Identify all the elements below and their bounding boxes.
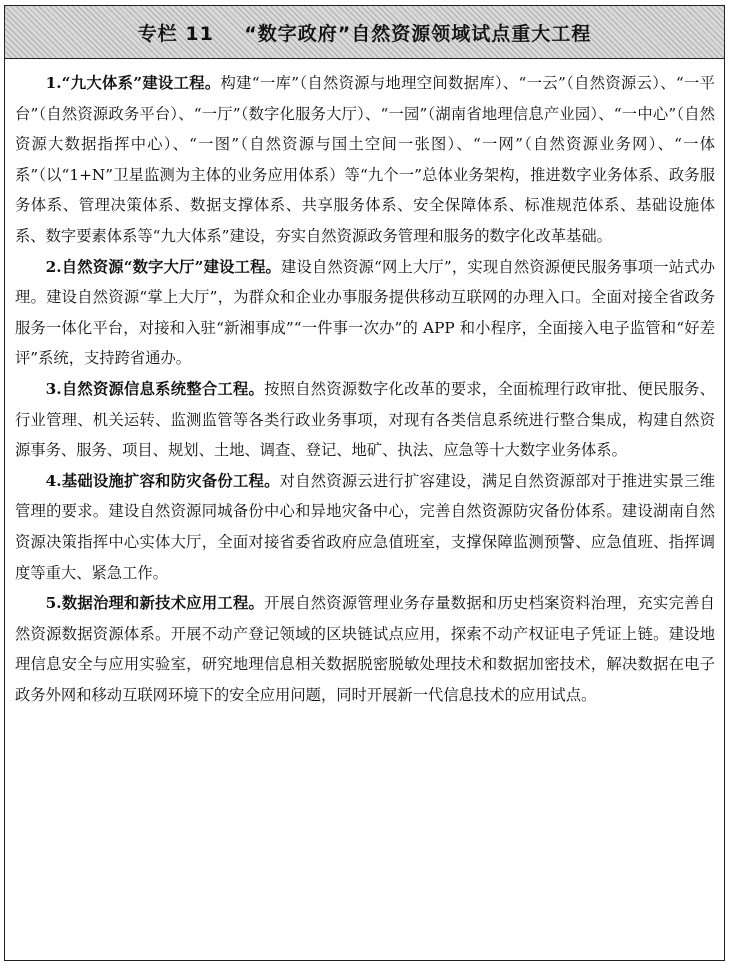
- paragraph-title: 5.数据治理和新技术应用工程。: [45, 594, 265, 613]
- paragraph-1: [15, 68, 715, 252]
- box-header: [5, 6, 724, 59]
- paragraph-body: 开展自然资源管理业务存量数据和历史档案资料治理，充实完善自然资源数据资源体系。开展不动产登记领域的区块链试点应用，探索不动产权证电子凭证上链。建设地理信息安全与应用实验室，研究地理信息相关数据脱密脱敏处理技术和数据加密技术，解决数据在电子政务外网和移动互联网环境下的安全应用问题，同时开展新一代信息技术的应用试点。: [15, 594, 715, 704]
- box-content: [15, 68, 715, 952]
- paragraph-3: [15, 374, 715, 466]
- paragraph-4: [15, 466, 715, 588]
- paragraph-title: 4.基础设施扩容和防灾备份工程。: [45, 471, 280, 490]
- paragraph-title: 1.“九大体系”建设工程。: [45, 74, 221, 92]
- paragraph-2: [15, 252, 715, 374]
- box-title: 专栏 11 “数字政府”自然资源领域试点重大工程: [137, 22, 592, 45]
- paragraph-title: 3.自然资源信息系统整合工程。: [45, 379, 265, 398]
- paragraph-title: 2.自然资源“数字大厅”建设工程。: [45, 257, 282, 276]
- paragraph-body: 按照自然资源数字化改革的要求，全面梳理行政审批、便民服务、行业管理、机关运转、监测监管等各类行政业务事项，对现有各类信息系统进行整合集成，构建自然资源事务、服务、项目、规划、土地、调查、登记、地矿、执法、应急等十大数字业务体系。: [15, 379, 715, 460]
- feature-box: [4, 5, 725, 961]
- paragraph-body: 构建“一库”（自然资源与地理空间数据库）、“一云”（自然资源云）、“一平台”（自然资源政务平台）、“一厅”（数字化服务大厅）、“一园”（湖南省地理信息产业园）、“一中心”（自然资源大数据指挥中心）、“一图”（自然资源与国土空间一张图）、“一网”（自然资源业务网）、“一体系”（以“1+N”卫星监测为主体的业务应用体系）等“九个一”总体业务架构，推进数字业务体系、政务服务体系、管理决策体系、数据支撑体系、共享服务体系、安全保障体系、标准规范体系、基础设施体系、数字要素体系等“九大体系”建设，夯实自然资源政务管理和服务的数字化改革基础。: [15, 74, 715, 245]
- paragraph-body: 对自然资源云进行扩容建设，满足自然资源部对于推进实景三维管理的要求。建设自然资源同城备份中心和异地灾备中心，完善自然资源防灾备份体系。建设湖南自然资源决策指挥中心实体大厅，全面对接省委省政府应急值班室，支撑保障监测预警、应急值班、指挥调度等重大、紧急工作。: [15, 471, 715, 582]
- paragraph-5: [15, 588, 715, 710]
- paragraph-body: 建设自然资源“网上大厅”，实现自然资源便民服务事项一站式办理。建设自然资源“掌上大厅”，为群众和企业办事服务提供移动互联网的办理入口。全面对接全省政务服务一体化平台，对接和入驻“新湘事成”“一件事一次办”的 APP 和小程序，全面接入电子监管和“好差评”系统，支持跨省通办。: [15, 257, 715, 368]
